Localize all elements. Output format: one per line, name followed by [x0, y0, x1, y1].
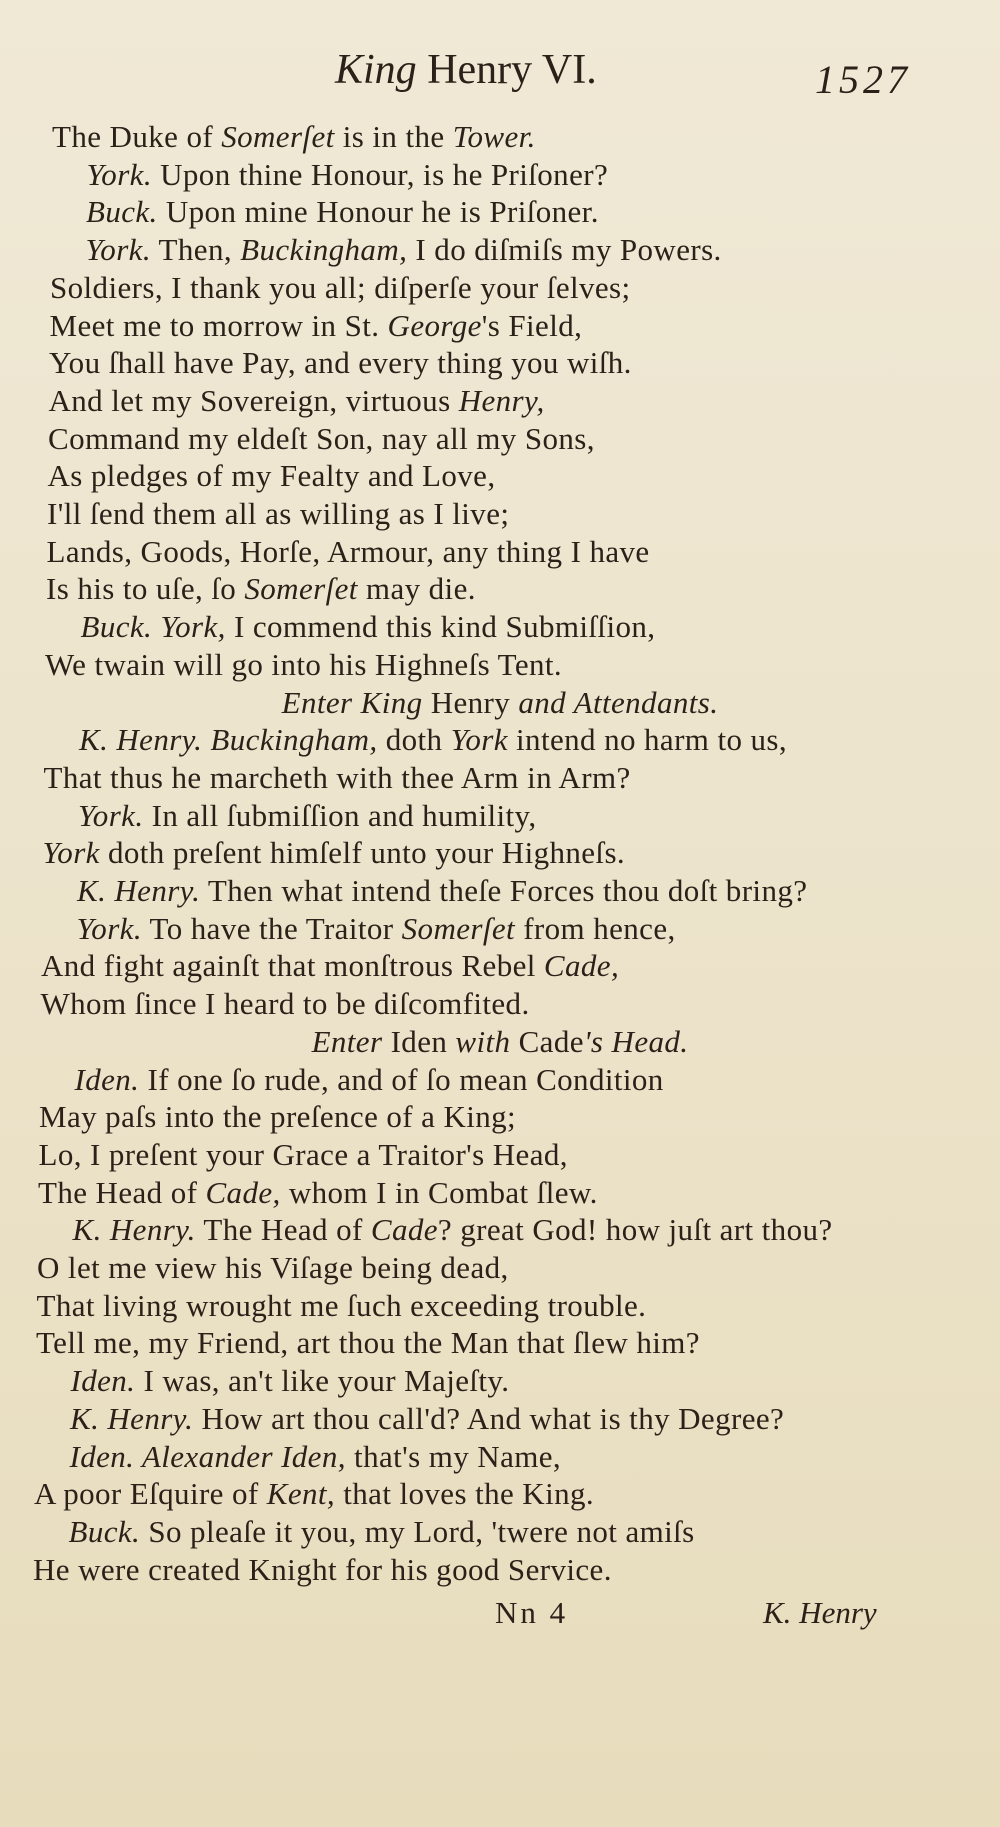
roman-text: That thus he marcheth with thee Arm in Arm?: [43, 759, 631, 795]
verse-line: [43, 834, 626, 871]
roman-text: If one ſo rude, and of ſo mean Condition: [139, 1061, 664, 1097]
roman-text: doth: [377, 722, 451, 758]
italic-text: with: [455, 1023, 511, 1059]
italic-text: Tower.: [452, 119, 536, 154]
roman-text: Upon thine Honour, is he Priſoner?: [151, 156, 609, 192]
roman-text: The Head of: [38, 1174, 206, 1210]
verse-line: [41, 985, 530, 1022]
verse-line: [48, 457, 496, 494]
running-title: [335, 46, 597, 94]
verse-line: [41, 947, 619, 984]
roman-text: And fight againſt that monſtrous Rebel: [41, 948, 544, 984]
verse-line: [39, 1098, 516, 1135]
roman-text: from hence,: [515, 910, 676, 946]
italic-text: Iden. Alexander Iden,: [69, 1438, 346, 1474]
italic-text: Cade,: [205, 1174, 281, 1210]
verse-line: [73, 1211, 833, 1248]
roman-text: We twain will go into his Highneſs Tent.: [45, 646, 563, 682]
italic-text: Buck. York,: [80, 609, 226, 645]
verse-line: [47, 533, 650, 570]
verse-line: [37, 1249, 509, 1286]
italic-text: York.: [76, 910, 142, 946]
italic-text: Somerſet: [221, 119, 335, 154]
roman-text: Is his to uſe, ſo: [46, 571, 245, 607]
roman-text: You ſhall have Pay, and every thing you wiſh.: [49, 345, 632, 381]
roman-text: Command my eldeſt Son, nay all my Sons,: [48, 420, 595, 456]
roman-text: I'll ſend them all as willing as I live;: [47, 496, 510, 531]
italic-text: Buck.: [86, 194, 158, 230]
verse-line: [70, 1400, 784, 1437]
verse-line: [44, 759, 631, 796]
italic-text: Iden.: [74, 1061, 140, 1097]
roman-text: May paſs into the preſence of a King;: [39, 1099, 517, 1135]
roman-text: that loves the King.: [335, 1476, 595, 1512]
italic-text: and Attendants.: [518, 684, 719, 720]
roman-text: 's Field,: [481, 307, 583, 343]
roman-text: That living wrought me ſuch exceeding trouble.: [36, 1287, 647, 1323]
verse-line: [87, 156, 609, 193]
roman-text: I do diſmiſs my Powers.: [407, 232, 722, 268]
roman-text: doth preſent himſelf unto your Highneſs.: [99, 835, 626, 871]
roman-text: Whom ſince I heard to be diſcomfited.: [40, 986, 530, 1022]
italic-text: York: [42, 835, 100, 871]
italic-text: Cade,: [543, 948, 620, 984]
verse-line: [79, 721, 787, 758]
verse-line: [49, 382, 545, 419]
page-header: [0, 46, 1000, 102]
roman-text: How art thou call'd? And what is thy Degree?: [193, 1400, 785, 1436]
verse-line: [69, 1513, 695, 1550]
roman-text: As pledges of my Fealty and Love,: [47, 458, 496, 494]
italic-text: K. Henry.: [72, 1212, 196, 1248]
roman-text: To have the Traitor: [141, 910, 402, 946]
roman-text: that's my Name,: [345, 1438, 562, 1474]
roman-text: He were created Knight for his good Service.: [33, 1551, 612, 1587]
running-title-rest: Henry VI.: [416, 47, 597, 93]
roman-text: O let me view his Viſage being dead,: [37, 1250, 509, 1285]
roman-text: The Head of: [195, 1212, 371, 1248]
italic-text: York.: [86, 156, 152, 192]
italic-text: Henry,: [458, 382, 545, 418]
verse-line: [46, 570, 476, 607]
verse-line: [81, 608, 656, 645]
verse-line: [52, 118, 536, 155]
verse-line: [86, 193, 599, 230]
verse-line: [48, 420, 595, 457]
roman-text: Iden: [382, 1023, 456, 1059]
roman-text: Henry: [422, 684, 519, 720]
verse-line: [75, 1061, 664, 1098]
italic-text: Buckingham,: [240, 232, 408, 268]
roman-text: Meet me to morrow in St.: [49, 307, 388, 343]
verse-line: [33, 1551, 612, 1588]
roman-text: intend no harm to us,: [507, 722, 788, 758]
verse-line: [78, 797, 537, 834]
verse-line: [77, 910, 676, 947]
verse-line: [37, 1287, 647, 1324]
italic-text: York.: [85, 232, 151, 268]
roman-text: Then what intend theſe Forces thou doſt bring?: [200, 873, 808, 908]
roman-text: And let my Sovereign, virtuous: [48, 382, 459, 418]
italic-text: Somerſet: [244, 571, 358, 607]
italic-text: 's Head.: [583, 1023, 689, 1059]
roman-text: whom I in Combat ſlew.: [280, 1174, 598, 1210]
verse-line: [86, 231, 722, 268]
roman-text: may die.: [357, 571, 476, 607]
catchword: K. Henry: [763, 1595, 877, 1630]
roman-text: The Duke of: [52, 119, 222, 154]
italic-text: George: [387, 307, 482, 343]
roman-text: In all ſubmiſſion and humility,: [143, 797, 537, 833]
italic-text: Iden.: [70, 1363, 136, 1399]
roman-text: A poor Eſquire of: [34, 1476, 267, 1512]
roman-text: Then,: [150, 232, 241, 268]
roman-text: So pleaſe it you, my Lord, 'twere not amiſs: [140, 1513, 695, 1549]
verse-line: [70, 1438, 562, 1475]
page-number: 1527: [815, 57, 911, 102]
running-title-italic: King: [335, 47, 417, 93]
italic-text: Enter King: [281, 684, 423, 720]
verse-line: [36, 1324, 700, 1361]
italic-text: Enter: [311, 1023, 383, 1059]
italic-text: K. Henry.: [70, 1400, 194, 1436]
roman-text: Upon mine Honour he is Priſoner.: [157, 194, 599, 230]
roman-text: Lands, Goods, Horſe, Armour, any thing I have: [46, 533, 650, 569]
page-footer: [0, 1595, 1000, 1635]
italic-text: K. Henry.: [77, 873, 201, 908]
verse-line: [34, 1475, 594, 1512]
italic-text: York.: [78, 797, 144, 833]
italic-text: York: [450, 722, 508, 758]
roman-text: is in the: [334, 119, 453, 154]
italic-text: Buck.: [68, 1513, 141, 1549]
verse-line: [50, 307, 583, 344]
roman-text: Tell me, my Friend, art thou the Man that ſlew him?: [36, 1325, 700, 1361]
verse-line: [39, 1136, 568, 1173]
verse-line: [71, 1362, 510, 1399]
verse-line: [50, 269, 631, 306]
italic-text: Somerſet: [401, 910, 516, 946]
roman-text: Soldiers, I thank you all; diſperſe your ſelves;: [50, 269, 631, 305]
roman-text: ? great God! how juſt art thou?: [437, 1212, 833, 1248]
roman-text: I was, an't like your Majeſty.: [135, 1363, 510, 1399]
verse-line: [49, 344, 632, 381]
verse-line: [45, 646, 562, 683]
roman-text: Lo, I preſent your Grace a Traitor's Head,: [38, 1136, 568, 1172]
italic-text: Kent,: [266, 1476, 336, 1512]
verse-line: [47, 495, 509, 532]
italic-text: K. Henry. Buckingham,: [79, 722, 378, 758]
signature-mark: Nn 4: [495, 1595, 569, 1630]
italic-text: Cade: [370, 1212, 438, 1248]
verse-line: [38, 1174, 598, 1211]
roman-text: Cade: [510, 1023, 584, 1059]
roman-text: I commend this kind Submiſſion,: [225, 609, 656, 645]
stage-direction: [0, 684, 1000, 721]
stage-direction: [0, 1023, 1000, 1060]
verse-line: [77, 872, 807, 909]
